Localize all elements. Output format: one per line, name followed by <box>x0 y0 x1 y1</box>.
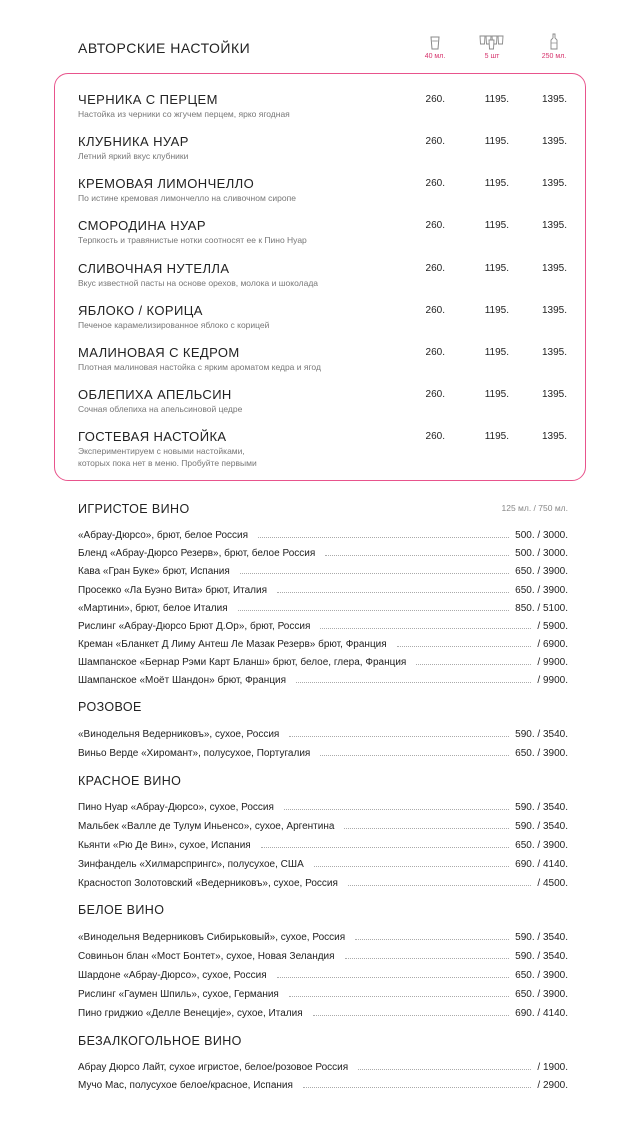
price-250ml: 1395. <box>541 389 567 400</box>
wine-name: «Винодельня Ведерниковъ Сибирьковый», сухое, Россия <box>78 932 346 943</box>
infusion-item <box>78 303 568 343</box>
wine-price: / 4500. <box>537 878 568 889</box>
column-label: 40 мл. <box>424 53 446 60</box>
wine-row <box>78 799 568 813</box>
dot-leader <box>314 865 509 867</box>
price-40ml: 260. <box>425 136 445 147</box>
price-250ml: 1395. <box>541 305 567 316</box>
dot-leader <box>397 645 532 647</box>
price-250ml: 1395. <box>541 220 567 231</box>
dot-leader <box>240 572 509 574</box>
price-5pcs: 1195. <box>484 389 509 400</box>
infusion-item <box>78 345 568 385</box>
dot-leader <box>258 536 509 538</box>
dot-leader <box>303 1086 532 1088</box>
wine-row <box>78 948 568 962</box>
dot-leader <box>296 681 531 683</box>
wine-name: Шампанское «Бернар Рэми Карт Бланш» брют, белое, глера, Франция <box>78 657 407 668</box>
wine-row <box>78 582 568 596</box>
price-5pcs: 1195. <box>484 178 509 189</box>
section-title-nonalcoholic: БЕЗАЛКОГОЛЬНОЕ ВИНО <box>78 1034 242 1048</box>
infusion-item <box>78 429 568 473</box>
wine-price: 650. / 3900. <box>515 840 568 851</box>
wine-row <box>78 618 568 632</box>
wine-price: / 2900. <box>537 1080 568 1091</box>
price-250ml: 1395. <box>541 431 567 442</box>
wine-price: 590. / 3540. <box>515 802 568 813</box>
section-title-rose: РОЗОВОЕ <box>78 700 142 714</box>
wine-name: Просекко «Ла Буэно Вита» брют, Италия <box>78 585 268 596</box>
wine-row <box>78 818 568 832</box>
price-250ml: 1395. <box>541 263 567 274</box>
infusion-item <box>78 261 568 301</box>
wine-row <box>78 875 568 889</box>
wine-name: Пино гриджио «Делле Венеције», сухое, Италия <box>78 1008 303 1019</box>
price-40ml: 260. <box>425 94 445 105</box>
wine-row <box>78 600 568 614</box>
wine-row <box>78 967 568 981</box>
item-name: СЛИВОЧНАЯ НУТЕЛЛА <box>78 261 230 276</box>
price-5pcs: 1195. <box>484 263 509 274</box>
infusion-item <box>78 134 568 174</box>
wine-name: Шардоне «Абрау-Дюрсо», сухое, Россия <box>78 970 267 981</box>
column-header-250ml <box>534 34 574 60</box>
price-40ml: 260. <box>425 220 445 231</box>
dot-leader <box>348 884 532 886</box>
dot-leader <box>358 1068 531 1070</box>
price-5pcs: 1195. <box>484 136 509 147</box>
wine-name: Виньо Верде «Хиромант», полусухое, Португалия <box>78 748 311 759</box>
wine-name: «Винодельня Ведерниковъ», сухое, Россия <box>78 729 280 740</box>
section-title-white: БЕЛОЕ ВИНО <box>78 903 165 917</box>
dot-leader <box>344 827 509 829</box>
section-title-red: КРАСНОЕ ВИНО <box>78 774 182 788</box>
wine-price: 690. / 4140. <box>515 1008 568 1019</box>
price-5pcs: 1195. <box>484 220 509 231</box>
wine-name: «Абрау-Дюрсо», брют, белое Россия <box>78 530 249 541</box>
wine-name: Шампанское «Моёт Шандон» брют, Франция <box>78 675 287 686</box>
wine-price: 500. / 3000. <box>515 530 568 541</box>
wine-price: / 9900. <box>537 675 568 686</box>
column-label: 5 шт <box>484 53 500 60</box>
item-description: Печеное карамелизированное яблоко с корицей <box>78 320 270 330</box>
dot-leader <box>284 808 509 810</box>
price-5pcs: 1195. <box>484 347 509 358</box>
item-name: МАЛИНОВАЯ С КЕДРОМ <box>78 345 240 360</box>
shot-glass-icon <box>430 36 440 50</box>
section-title-sparkling: ИГРИСТОЕ ВИНО <box>78 502 190 516</box>
wine-row <box>78 563 568 577</box>
price-40ml: 260. <box>425 305 445 316</box>
item-description: Сочная облепиха на апельсиновой цедре <box>78 404 243 414</box>
dot-leader <box>355 938 509 940</box>
dot-leader <box>325 554 509 556</box>
wine-row <box>78 856 568 870</box>
wine-row <box>78 545 568 559</box>
item-description: Вкус известной пасты на основе орехов, молока и шоколада <box>78 278 319 288</box>
dot-leader <box>277 976 510 978</box>
price-5pcs: 1195. <box>484 305 509 316</box>
item-description: Экспериментируем с новыми настойками, <box>78 446 245 456</box>
wine-name: Кьянти «Рю Де Вин», сухое, Испания <box>78 840 251 851</box>
wine-row <box>78 527 568 541</box>
wine-row <box>78 726 568 740</box>
wine-name: Красностоп Золотовский «Ведерниковъ», сухое, Россия <box>78 878 338 889</box>
dot-leader <box>416 663 531 665</box>
infusion-item <box>78 387 568 427</box>
price-250ml: 1395. <box>541 178 567 189</box>
wine-row <box>78 986 568 1000</box>
price-250ml: 1395. <box>541 136 567 147</box>
wine-name: Рислинг «Абрау-Дюрсо Брют Д.Ор», брют, Россия <box>78 621 311 632</box>
infusion-item <box>78 218 568 258</box>
price-40ml: 260. <box>425 431 445 442</box>
item-name: ЯБЛОКО / КОРИЦА <box>78 303 203 318</box>
column-label: 250 мл. <box>541 53 567 60</box>
wine-row <box>78 1005 568 1019</box>
shot-set-icon <box>479 35 505 50</box>
wine-price: / 5900. <box>537 621 568 632</box>
wine-price: 590. / 3540. <box>515 729 568 740</box>
wine-name: Мучо Мас, полусухое белое/красное, Испания <box>78 1080 293 1091</box>
dot-leader <box>313 1014 510 1016</box>
dot-leader <box>289 735 509 737</box>
price-5pcs: 1195. <box>484 431 509 442</box>
infusion-item <box>78 92 568 132</box>
wine-row <box>78 745 568 759</box>
wine-price: / 1900. <box>537 1062 568 1073</box>
price-40ml: 260. <box>425 263 445 274</box>
dot-leader <box>238 609 510 611</box>
wine-price: 650. / 3900. <box>515 989 568 1000</box>
wine-row <box>78 1077 568 1091</box>
volume-note: 125 мл. / 750 мл. <box>501 503 568 513</box>
wine-price: 500. / 3000. <box>515 548 568 559</box>
item-description: Плотная малиновая настойка с ярким ароматом кедра и ягод <box>78 362 321 372</box>
wine-price: / 9900. <box>537 657 568 668</box>
item-description: Настойка из черники со жгучем перцем, ярко ягодная <box>78 109 290 119</box>
dot-leader <box>277 591 509 593</box>
wine-name: Кава «Гран Буке» брют, Испания <box>78 566 230 577</box>
item-name: ОБЛЕПИХА АПЕЛЬСИН <box>78 387 232 402</box>
item-name: КЛУБНИКА НУАР <box>78 134 189 149</box>
wine-price: 650. / 3900. <box>515 585 568 596</box>
wine-name: Мальбек «Валле де Тулум Иньенсо», сухое, Аргентина <box>78 821 335 832</box>
wine-price: / 6900. <box>537 639 568 650</box>
dot-leader <box>261 846 509 848</box>
wine-price: 590. / 3540. <box>515 951 568 962</box>
wine-price: 590. / 3540. <box>515 932 568 943</box>
wine-row <box>78 929 568 943</box>
column-header-40ml <box>415 34 455 60</box>
wine-price: 650. / 3900. <box>515 748 568 759</box>
wine-price: 690. / 4140. <box>515 859 568 870</box>
section-title-infusions: АВТОРСКИЕ НАСТОЙКИ <box>78 40 251 56</box>
price-40ml: 260. <box>425 178 445 189</box>
dot-leader <box>320 627 531 629</box>
column-header-5pcs <box>472 34 512 60</box>
wine-name: Зинфандель «Хилмарспрингс», полусухое, США <box>78 859 304 870</box>
price-250ml: 1395. <box>541 94 567 105</box>
wine-price: 650. / 3900. <box>515 566 568 577</box>
wine-row <box>78 837 568 851</box>
item-description-line2: которых пока нет в меню. Пробуйте первыми <box>78 458 257 468</box>
wine-name: Бленд «Абрау-Дюрсо Резерв», брют, белое Россия <box>78 548 316 559</box>
dot-leader <box>320 754 509 756</box>
wine-row <box>78 636 568 650</box>
item-name: ГОСТЕВАЯ НАСТОЙКА <box>78 429 227 444</box>
wine-name: «Мартини», брют, белое Италия <box>78 603 228 614</box>
price-40ml: 260. <box>425 347 445 358</box>
wine-price: 650. / 3900. <box>515 970 568 981</box>
dot-leader <box>345 957 510 959</box>
item-name: ЧЕРНИКА С ПЕРЦЕМ <box>78 92 218 107</box>
wine-name: Рислинг «Гаумен Шпиль», сухое, Германия <box>78 989 279 1000</box>
wine-row <box>78 672 568 686</box>
wine-name: Абрау Дюрсо Лайт, сухое игристое, белое/розовое Россия <box>78 1062 349 1073</box>
wine-name: Совиньон блан «Мост Бонтет», сухое, Новая Зеландия <box>78 951 335 962</box>
wine-name: Пино Нуар «Абрау-Дюрсо», сухое, Россия <box>78 802 274 813</box>
dot-leader <box>289 995 509 997</box>
price-250ml: 1395. <box>541 347 567 358</box>
infusion-item <box>78 176 568 216</box>
wine-row <box>78 1059 568 1073</box>
wine-price: 850. / 5100. <box>515 603 568 614</box>
item-name: КРЕМОВАЯ ЛИМОНЧЕЛЛО <box>78 176 255 191</box>
price-40ml: 260. <box>425 389 445 400</box>
item-description: Терпкость и травянистые нотки соотносят ее к Пино Нуар <box>78 235 307 245</box>
bottle-icon <box>550 33 558 50</box>
item-description: Летний яркий вкус клубники <box>78 151 189 161</box>
wine-name: Креман «Бланкет Д Лиму Антеш Ле Мазак Резерв» брют, Франция <box>78 639 387 650</box>
price-5pcs: 1195. <box>484 94 509 105</box>
wine-row <box>78 654 568 668</box>
item-description: По истине кремовая лимончелло на сливочном сиропе <box>78 193 296 203</box>
item-name: СМОРОДИНА НУАР <box>78 218 206 233</box>
wine-price: 590. / 3540. <box>515 821 568 832</box>
